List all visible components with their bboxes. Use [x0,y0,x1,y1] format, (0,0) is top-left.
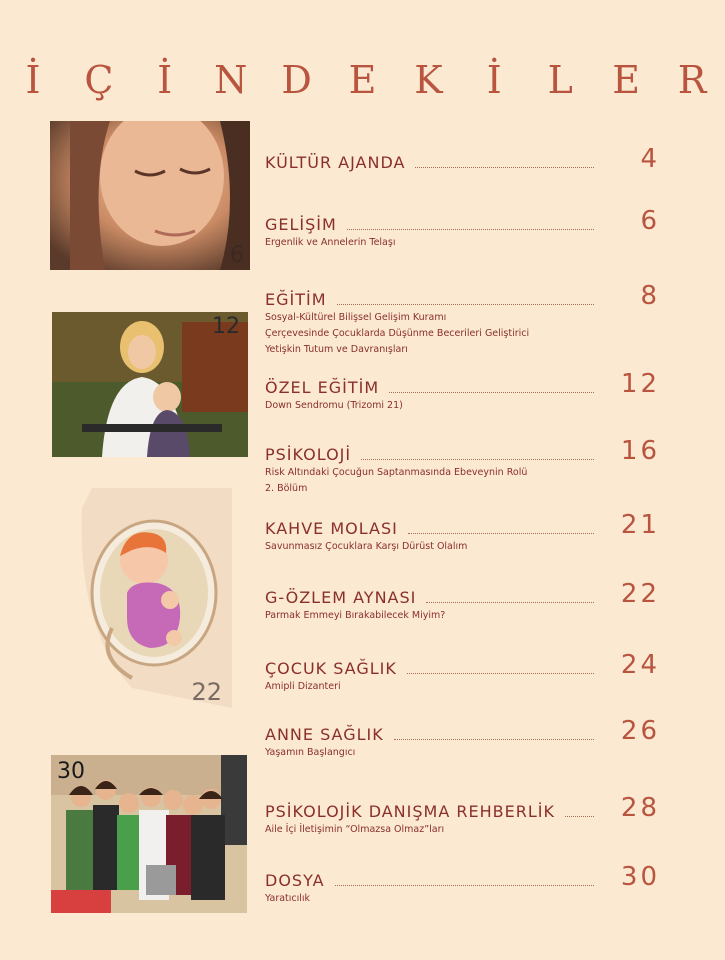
toc-section-title: ÇOCUK SAĞLIK [265,659,397,678]
toc-page-number: 30 [620,862,660,892]
toc-section-title: ÖZEL EĞİTİM [265,378,380,397]
toc-dot-leader [361,458,594,460]
toc-section-title: G-ÖZLEM AYNASI [265,588,417,607]
toc-dot-leader [415,166,594,168]
toc-page-number: 26 [620,716,660,746]
toc-entry[interactable] [265,371,660,413]
photo-womb-illustration [72,488,232,708]
toc-section-title: EĞİTİM [265,290,327,309]
toc-dot-leader [426,601,594,603]
toc-subtitle: Ergenlik ve Annelerin Telaşı [265,237,396,248]
toc-page-number: 8 [640,281,660,311]
toc-page-number: 24 [620,650,660,680]
toc-dot-leader [347,228,594,230]
toc-page-number: 21 [620,510,660,540]
toc-page-number: 28 [620,793,660,823]
toc-entry[interactable] [265,146,660,172]
toc-subtitle: 2. Bölüm [265,483,308,494]
toc-section-title: KAHVE MOLASI [265,519,398,538]
photo-page-number: 6 [230,243,244,268]
page-title [0,58,725,102]
toc-section-title: PSİKOLOJİ [265,445,352,464]
title-letter: İ [157,58,173,102]
toc-subtitle: Yaşamın Başlangıcı [265,747,356,758]
photo-page-number: 22 [191,678,222,706]
toc-section-title: KÜLTÜR AJANDA [265,153,406,172]
photo-page-number: 12 [212,314,240,339]
toc-subtitle: Parmak Emmeyi Bırakabilecek Miyim? [265,610,446,621]
toc-subtitle: Savunmasız Çocuklara Karşı Dürüst Olalım [265,541,468,552]
toc-subtitle: Çerçevesinde Çocuklarda Düşünme Becerileri Geliştirici [265,328,530,339]
title-letter: N [214,58,248,102]
toc-dot-leader [389,391,594,393]
photo-mother-child [52,312,248,457]
toc-page-number: 16 [620,436,660,466]
toc-dot-leader [337,303,594,305]
toc-entry[interactable] [265,795,660,837]
toc-subtitle: Risk Altındaki Çocuğun Saptanmasında Ebeveynin Rolü [265,467,528,478]
toc-subtitle: Aile İçi İletişimin “Olmazsa Olmaz”ları [265,824,445,835]
toc-entry[interactable] [265,581,660,623]
toc-entry[interactable] [265,438,660,496]
title-letter: Ç [84,58,114,102]
toc-page-number: 6 [640,206,660,236]
title-letter: E [612,58,640,102]
toc-section-title: PSİKOLOJİK DANIŞMA REHBERLİK [265,802,555,821]
photo-girl [50,121,250,270]
toc-section-title: ANNE SAĞLIK [265,725,384,744]
toc-page-number: 22 [620,579,660,609]
toc-dot-leader [408,532,594,534]
toc-section-title: DOSYA [265,871,325,890]
toc-dot-leader [407,672,594,674]
toc-page-number: 4 [640,144,660,174]
toc-page-number: 12 [620,369,660,399]
title-letter: L [547,58,573,102]
title-letter: D [281,58,312,102]
toc-dot-leader [565,815,594,817]
title-letter: R [677,58,707,102]
photo-girl-image [50,121,250,270]
title-letter: İ [25,58,41,102]
toc-dot-leader [394,738,594,740]
toc-entry[interactable] [265,652,660,694]
photo-group [51,755,247,913]
toc-dot-leader [335,884,594,886]
toc-subtitle: Sosyal-Kültürel Bilişsel Gelişim Kuramı [265,312,447,323]
toc-subtitle: Amipli Dizanteri [265,681,341,692]
title-letter: K [414,58,443,102]
toc-entry[interactable] [265,283,660,357]
toc-subtitle: Yetişkin Tutum ve Davranışları [265,344,408,355]
title-letter: İ [486,58,502,102]
toc-entry[interactable] [265,718,660,760]
toc-entry[interactable] [265,512,660,554]
toc-entry[interactable] [265,864,660,906]
title-letter: E [348,58,377,102]
toc-entry[interactable] [265,208,660,250]
toc-subtitle: Down Sendromu (Trizomi 21) [265,400,403,411]
womb-illustration [72,488,232,708]
photo-page-number: 30 [57,759,85,784]
toc-subtitle: Yaratıcılık [265,893,311,904]
toc-section-title: GELİŞİM [265,215,337,234]
